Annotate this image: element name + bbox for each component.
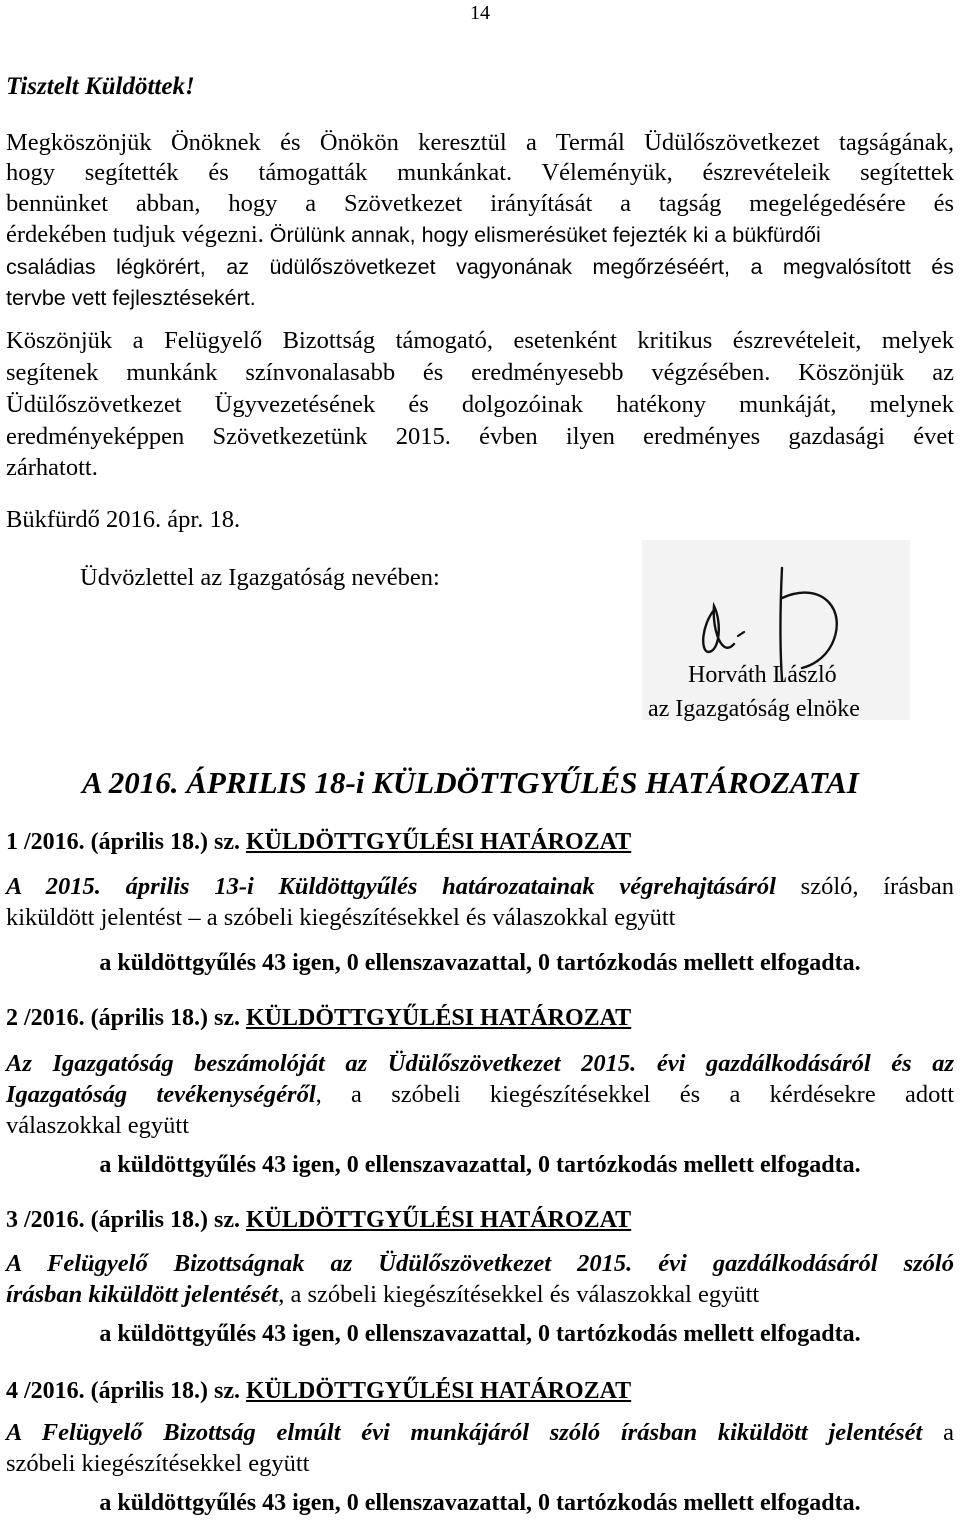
resolution-text: a (922, 1419, 954, 1446)
letter-text-serif: érdekében tudjuk végezni. (6, 221, 264, 248)
signatory-title: az Igazgatóság elnöke (648, 696, 860, 722)
resolution-1-text-line (6, 872, 954, 902)
resolution-kind: KÜLDÖTTGYŰLÉSI HATÁROZAT (246, 1005, 632, 1031)
resolution-text: , a szóbeli kiegészítésekkel és válaszokkal együtt (278, 1281, 760, 1308)
letter-paragraph-1-line: Megköszönjük Önöknek és Önökön keresztül a Termál Üdülőszövetkezet tagságának, (6, 129, 954, 156)
resolution-number: 2 /2016. (április 18.) sz. (6, 1005, 240, 1031)
resolution-4-vote: a küldöttgyűlés 43 igen, 0 ellenszavazattal, 0 tartózkodás mellett elfogadta. (99, 1490, 861, 1516)
resolution-subject: A Felügyelő Bizottság elmúlt évi munkájáról szóló írásban kiküldött jelentését (6, 1419, 923, 1446)
letter-paragraph-2-line: eredményeképpen Szövetkezetünk 2015. évben ilyen eredményes gazdasági évet (6, 423, 954, 450)
letter-paragraph-1-line: bennünket abban, hogy a Szövetkezet irányítását a tagság megelégedésére és (6, 190, 954, 217)
resolution-2-vote: a küldöttgyűlés 43 igen, 0 ellenszavazattal, 0 tartózkodás mellett elfogadta. (99, 1152, 861, 1178)
letter-paragraph-2-line: Köszönjük a Felügyelő Bizottság támogató, esetenként kritikus észrevételeit, melyek (6, 327, 954, 354)
resolution-2-text-line: Az Igazgatóság beszámolóját az Üdülőszövetkezet 2015. évi gazdálkodásáról és az (6, 1050, 954, 1077)
greeting: Tisztelt Küldöttek! (6, 73, 195, 100)
resolution-2-heading (6, 1003, 954, 1033)
resolution-3-heading (6, 1205, 954, 1235)
page-number: 14 (470, 2, 490, 24)
signatory-name: Horváth László (688, 662, 837, 688)
letter-paragraph-2-line: zárhatott. (6, 454, 98, 481)
resolution-number: 4 /2016. (április 18.) sz. (6, 1378, 240, 1404)
resolution-2-text-line (6, 1080, 954, 1110)
signature-image (642, 540, 910, 720)
letter-paragraph-1-line: családias légkörért, az üdülőszövetkezet vagyonának megőrzéséért, a megvalósított és (6, 255, 954, 279)
resolution-subject: A 2015. április 13-i Küldöttgyűlés határozatainak végrehajtásáról (6, 873, 776, 900)
resolution-3-text-line: A Felügyelő Bizottságnak az Üdülőszövetkezet 2015. évi gazdálkodásáról szóló (6, 1250, 954, 1277)
place-date: Bükfürdő 2016. ápr. 18. (6, 506, 241, 533)
letter-paragraph-2-line: Üdülőszövetkezet Ügyvezetésének és dolgozóinak hatékony munkáját, melynek (6, 391, 954, 418)
closing: Üdvözlettel az Igazgatóság nevében: (80, 564, 440, 591)
resolution-3-vote: a küldöttgyűlés 43 igen, 0 ellenszavazattal, 0 tartózkodás mellett elfogadta. (99, 1321, 861, 1347)
resolution-4-heading (6, 1376, 954, 1406)
letter-paragraph-1-line: hogy segítették és támogatták munkánkat. Véleményük, észrevételeik segítettek (6, 159, 954, 186)
resolution-1-text-line: kiküldött jelentést – a szóbeli kiegészítésekkel és válaszokkal együtt (6, 904, 676, 931)
letter-paragraph-1-line (6, 220, 954, 250)
resolution-4-text-line: szóbeli kiegészítésekkel együtt (6, 1450, 310, 1477)
resolution-subject: írásban kiküldött jelentését (6, 1281, 279, 1308)
resolution-text: , a szóbeli kiegészítésekkel és a kérdésekre adott (315, 1081, 954, 1108)
resolutions-title: A 2016. ÁPRILIS 18-i KÜLDÖTTGYŰLÉS HATÁROZATAI (82, 765, 859, 800)
resolution-kind: KÜLDÖTTGYŰLÉSI HATÁROZAT (246, 829, 632, 855)
letter-paragraph-2-line: segítenek munkánk színvonalasabb és eredményesebb végzésében. Köszönjük az (6, 359, 954, 386)
letter-text-sans: Örülünk annak, hogy elismerésüket fejezték ki a bükfürdői (263, 223, 821, 247)
resolution-number: 3 /2016. (április 18.) sz. (6, 1207, 240, 1233)
resolution-kind: KÜLDÖTTGYŰLÉSI HATÁROZAT (246, 1207, 632, 1233)
resolution-3-text-line (6, 1280, 954, 1310)
handwritten-signature (642, 540, 910, 720)
resolution-1-heading (6, 827, 954, 857)
resolution-text: szóló, írásban (775, 873, 955, 900)
letter-paragraph-1-line: tervbe vett fejlesztésekért. (6, 286, 256, 310)
resolution-number: 1 /2016. (április 18.) sz. (6, 829, 240, 855)
resolution-1-vote: a küldöttgyűlés 43 igen, 0 ellenszavazattal, 0 tartózkodás mellett elfogadta. (99, 950, 861, 976)
resolution-subject: Igazgatóság tevékenységéről (6, 1081, 316, 1108)
resolution-2-text-line: válaszokkal együtt (6, 1112, 190, 1139)
resolution-4-text-line (6, 1418, 954, 1448)
resolution-kind: KÜLDÖTTGYŰLÉSI HATÁROZAT (246, 1378, 632, 1404)
